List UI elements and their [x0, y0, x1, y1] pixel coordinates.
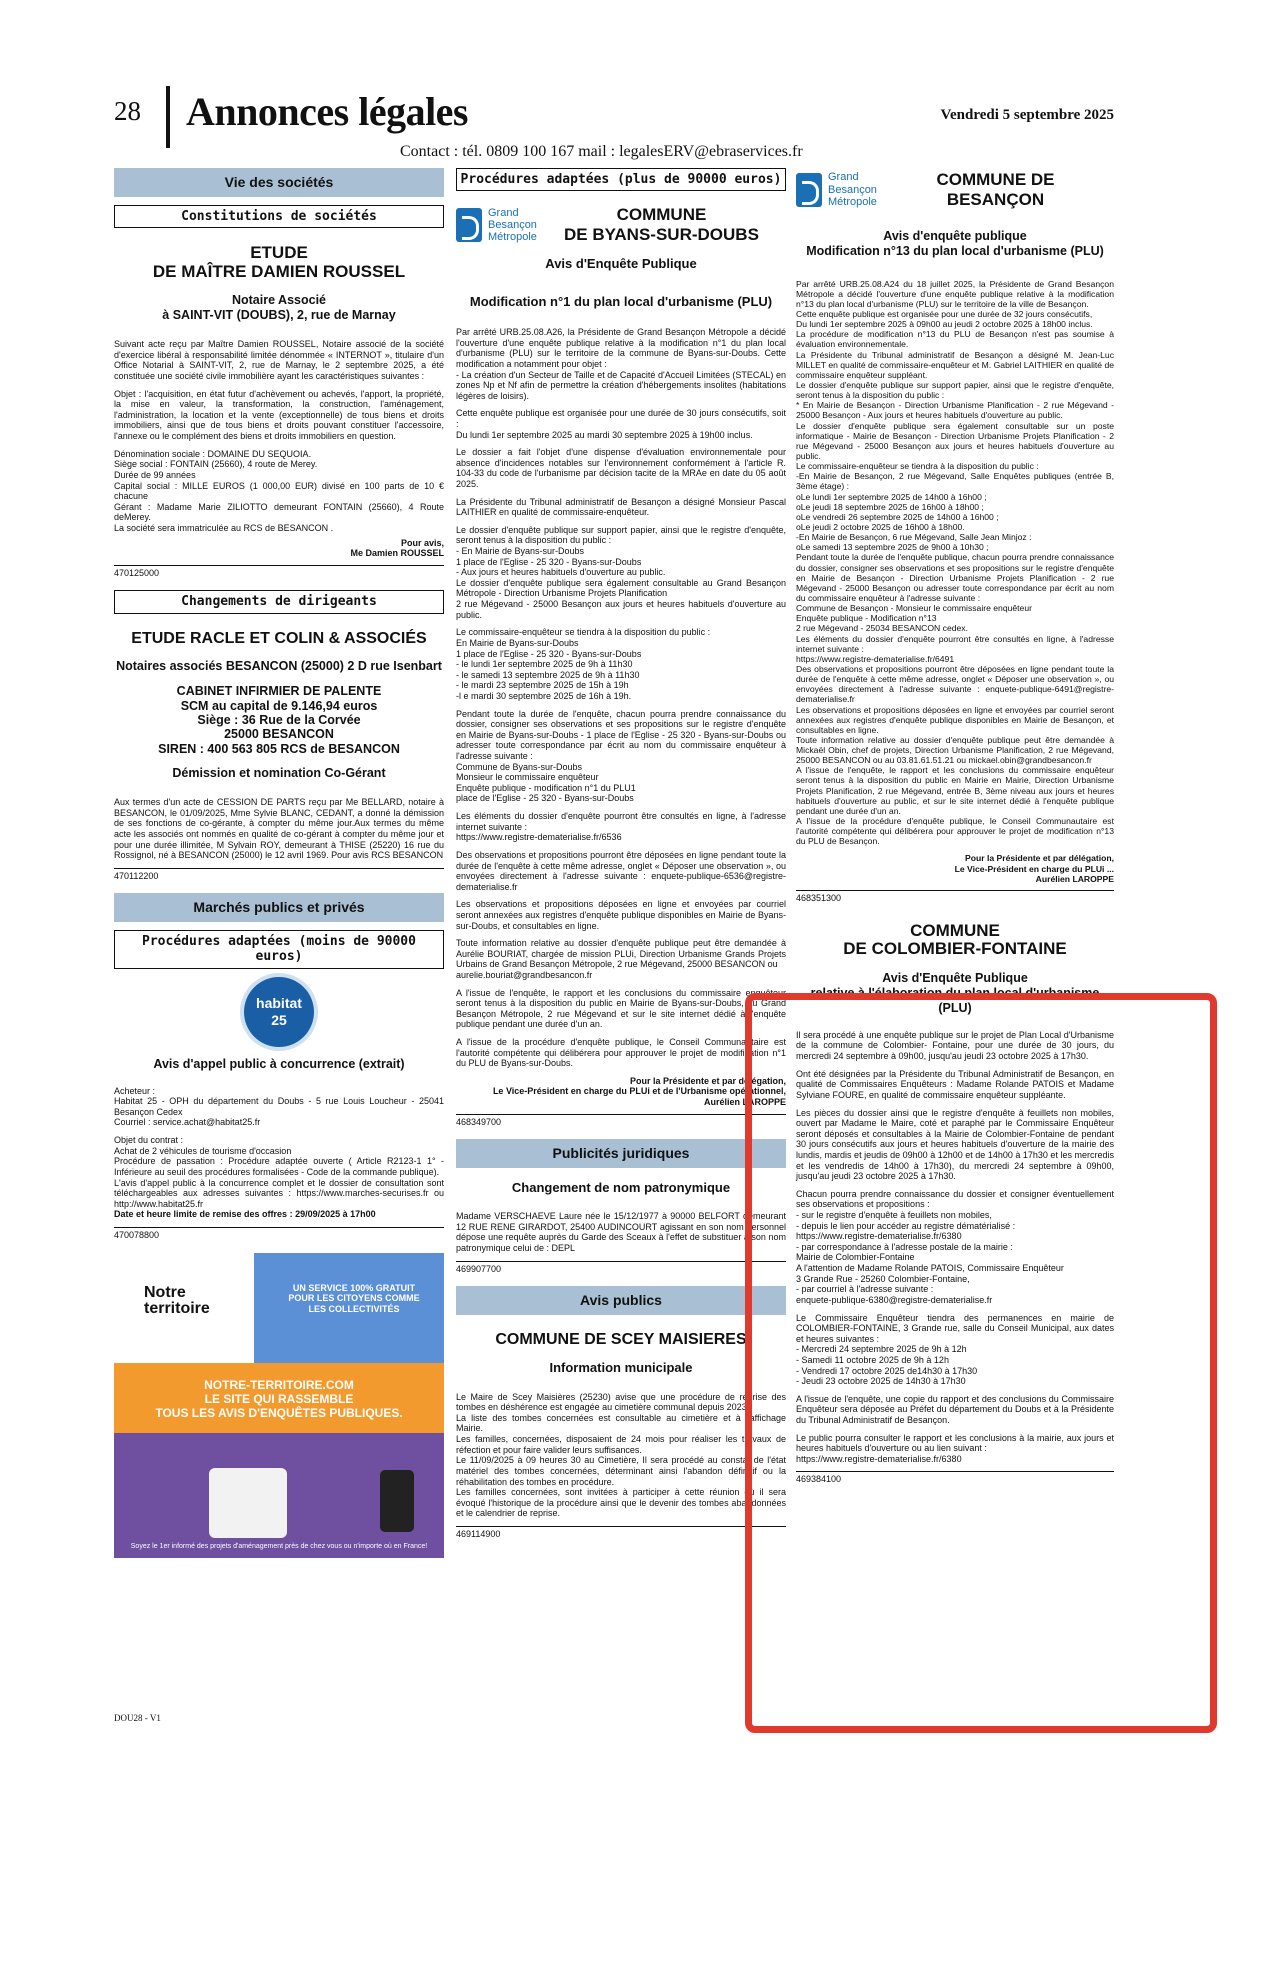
phone-icon [380, 1470, 414, 1532]
besancon-avis: Avis d'enquête publique Modification n°13 du plan local d'urbanisme (PLU) [806, 229, 1104, 258]
gbm-logo-icon [456, 208, 482, 242]
appel-text-3: Date et heure limite de remise des offres : 29/09/2025 à 17h00 [114, 1209, 376, 1220]
roussel-text-3: Dénomination sociale : DOMAINE DU SEQUOIA. [114, 448, 312, 459]
roussel-text-7: Gérant : Madame Marie ZILIOTTO demeurant FONTAIN (25660), 4 Route deMerey. [114, 501, 444, 523]
scey-subtitle: Information municipale [549, 1360, 693, 1376]
byans-text-6: Le commissaire-enquêteur se tiendra à la disposition du public : En Mairie de Byans-sur-Doubs 1 place de l'Eglise - 25 320 - Byans-sur-Doubs - le lundi 1er septembre 2025 de 9h à 11h30 - le samedi 13 septembre 2025 de 9h à 11h30 - le mardi 23 septembre 2025 de 15h à 19h -l e mardi 30 septembre 2025 de 16h à 19h. [456, 627, 711, 701]
scey-title: COMMUNE DE SCEY MAISIERES [495, 1330, 747, 1348]
racle-text: Aux termes d'un acte de CESSION DE PARTS reçu par Me BELLARD, notaire à BESANCON, le 01/09/2025, Mme Sylvie BLANC, CEDANT, a donné la démission de ses fonctions de co-gérante, à compter du même jour.Aux termes du même acte les associés ont nommés en qualité de co-gérant à compter du même jour et pour une durée illimitée, M Sylvain ROY, demeurant à THISE (25220) 16 rue du Rossignol, né à BESANCON (25000) le 12 avril 1969. Pour avis RCS BESANCON [114, 797, 444, 861]
appel-title: Avis d'appel public à concurrence (extrait) [153, 1056, 405, 1071]
france-map-icon [209, 1468, 287, 1538]
roussel-ref: 470125000 [114, 565, 444, 579]
habitat-logo-word: habitat [256, 995, 302, 1012]
colombier-text-3: Les pièces du dossier ainsi que le registre d'enquête à feuillets non mobiles, ouvert par Madame le Maire, coté et paraphé par le Commissaire Enquêteur seront déposés et consultables à la Mairie de Colombier-Fontaine de pendant 30 jours consécutifs aux jours et heures habituels d'ouverture de la mairie des lundis, mardis et jeudis de 09h00 à 12h00 et de 14h00 à 17h30 et les mercredis et les vendredis de 14h00 à 17h30), du mercredi 24 septembre à 09h00, jusqu'au jeudi 23 octobre 2025 à 17h30. [796, 1107, 1114, 1182]
scey-ref: 469114900 [456, 1526, 786, 1540]
byans-text-9: Des observations et propositions pourront être déposées en ligne pendant toute la durée de l'enquête à cette même adresse, onglet « Déposer une observation », ou envoyées directement à l'adresse suivante : enquete-publique-6536@registre-dematerialise.fr [456, 849, 786, 892]
roussel-subtitle: Notaire Associé à SAINT-VIT (DOUBS), 2, rue de Marnay [162, 293, 396, 323]
colombier-title: COMMUNE DE COLOMBIER-FONTAINE [843, 920, 1067, 959]
habitat25-logo [244, 977, 314, 1047]
gbm-logo-text: Grand Besançon Métropole [828, 171, 877, 208]
contact-line: Contact : tél. 0809 100 167 mail : legalesERV@ebraservices.fr [400, 143, 803, 160]
roussel-text-8: La société sera immatriculée au RCS de BESANCON . [114, 522, 334, 533]
scey-text: Le Maire de Scey Maisières (25230) avise que une procédure de reprise des tombes en déshérence est engagée au cimetière communal depuis 2023. La liste des tombes concernées est consultable au cimetière et à l'affichage Mairie. Les familles, concernées, disposaient de 24 mois pour réaliser les travaux de réfection et pour faire valider leurs suffisances. Le 11/09/2025 à 09 heures 30 au Cimetière, Il sera procédé au constat de l'état matériel des tombes concernées, déterminant ainsi l'abandon définitif ou la réhabilitation des tombes en procédure. Les familles concernées, sont invitées à participer à cette réunion où il sera évoqué l'historique de la procédure ainsi que le devenir des tombes abandonnées et le calendrier de reprise. [456, 1391, 786, 1519]
gbm-logo [456, 207, 537, 243]
box-changements: Changements de dirigeants [114, 590, 444, 613]
roussel-text-6: Capital social : MILLE EUROS (1 000,00 EUR) divisé en 100 parts de 10 € chacune [114, 480, 444, 502]
besancon-header [796, 170, 1114, 209]
band-avis-publics: Avis publics [456, 1286, 786, 1315]
box-constitutions: Constitutions de sociétés [114, 205, 444, 228]
ad-brand: Notre territoire [144, 1283, 210, 1318]
habitat-logo-number: 25 [271, 1011, 287, 1028]
page-number: 28 [114, 96, 141, 126]
byans-text-12: A l'issue de l'enquête, le rapport et les conclusions du commissaire enquêteur seront tenus à la disposition du public en Mairie de Byans-sur-Doubs, au Grand Besançon Métropole, 2 rue Mégevand et sur le site internet dédié à l'enquête publique pendant une durée d'un an. [456, 987, 786, 1030]
demission-title: Démission et nomination Co-Gérant [172, 766, 386, 781]
byans-header [456, 205, 786, 244]
byans-title: COMMUNE DE BYANS-SUR-DOUBS [564, 205, 759, 244]
colombier-text-4: Chacun pourra prendre connaissance du dossier et consigner éventuellement ses observations et propositions : - sur le registre d'enquête à feuillets non mobiles, - depuis le lien pour accéder au registre dématérialisé : https://www.registre-dematerialise.fr/6380 - par correspondance à l'adresse postale de la mairie : Mairie de Colombier-Fontaine A l'attention de Madame Rolande PATOIS, Commissaire Enquêteur 3 Grande Rue - 25260 Colombier-Fontaine, - par courriel à l'adresse suivante : enquete-publique-6380@registre-dematerialise.fr [796, 1188, 1114, 1305]
appel-ref: 470078800 [114, 1227, 444, 1241]
patronymique-title: Changement de nom patronymique [511, 1179, 731, 1195]
byans-text-4: La Présidente du Tribunal administratif de Besançon a désigné Monsieur Pascal LAITHIER en qualité de commissaire-enquêteur. [456, 496, 786, 518]
byans-text-8: Les éléments du dossier d'enquête pourront être consultés en ligne, à l'adresse internet suivante : https://www.registre-dematerialise.fr/6536 [456, 811, 786, 843]
byans-signature: Pour la Présidente et par délégation, Le Vice-Président en charge du PLUi et de l'Urbanisme opérationnel, Aurélien LAROPPE [492, 1075, 786, 1108]
byans-text-2: Cette enquête publique est organisée pour une durée de 30 jours consécutifs, soit : Du lundi 1er septembre 2025 au mardi 30 septembre 2025 à 19h00 inclus. [456, 408, 786, 440]
racle-subtitle: Notaires associés BESANCON (25000) 2 D rue Isenbart [116, 659, 442, 674]
patronymique-text: Madame VERSCHAEVE Laure née le 15/12/1977 à 90000 BELFORT demeurant 12 RUE RENE GIRARDOT, 25400 AUDINCOURT agissant en son nom personnel dépose une requête auprès du Garde des Sceaux à l'effet de substituer à son nom patronymique celui de : DEPL [456, 1211, 786, 1253]
footer-code: DOU28 - V1 [114, 1713, 161, 1723]
palente-block: CABINET INFIRMIER DE PALENTE SCM au capital de 9.146,94 euros Siège : 36 Rue de la Corvée 25000 BESANCON SIREN : 400 563 805 RCS de BESANCON [158, 684, 400, 756]
gbm-logo [796, 171, 877, 207]
besancon-title: COMMUNE DE BESANÇON [936, 170, 1055, 209]
column-2 [456, 164, 786, 1552]
roussel-signature: Pour avis, Me Damien ROUSSEL [350, 537, 444, 559]
notre-territoire-ad[interactable] [114, 1253, 444, 1558]
byans-text-10: Les observations et propositions déposées en ligne et envoyées par courriel seront annexées aux registres d'enquête publique disponibles en Mairie de Byans-sur-Doubs, et consultables en ligne. [456, 899, 786, 931]
byans-text-1: Par arrêté URB.25.08.A26, la Présidente de Grand Besançon Métropole a décidé l'ouverture d'une enquête publique relative à la modification n°1 du plan local d'urbanisme (PLU) sur le territoire de la commune de Byans-sur-Doubs. Cette modification a notamment pour objet : - La création d'un Secteur de Taille et de Capacité d'Accueil Limitées (STECAL) en zones Np et Nf afin de permettre la création d'hébergements insolites (habitations légères de loisirs). [456, 327, 786, 401]
roussel-text-2: Objet : l'acquisition, en état futur d'achèvement ou achevés, l'apport, la propriété, la mise en valeur, la transformation, la construction, l'aménagement, l'administration, la location et la vente (exceptionnelle) de tous biens et droits immobiliers, ainsi que de tous biens et droits pouvant constituer l'accessoire, l'annexe ou le complément des biens et droits immobiliers en question. [114, 388, 444, 442]
roussel-text-5: Durée de 99 années [114, 469, 196, 480]
issue-date: Vendredi 5 septembre 2025 [940, 107, 1114, 123]
besancon-text: Par arrêté URB.25.08.A24 du 18 juillet 2025, la Présidente de Grand Besançon Métropole a décidé l'ouverture d'une enquête publique relative à la modification n°13 du plan local d'urbanisme (PLU) sur le territoire de la ville de Besançon. Cette enquête publique est organisée pour une durée de 32 jours consécutifs, Du lundi 1er septembre 2025 à 09h00 au jeudi 2 octobre 2025 à 18h00 inclus. La procédure de modification n°13 du PLU de Besançon n'est pas soumise à évaluation environnementale. La Présidente du Tribunal administratif de Besançon a désigné M. Jean-Luc MILLET en qualité de commissaire-enquêteur et M. Gabriel LAITHIER en qualité de commissaire enquêteur suppléant. Le dossier d'enquête publique sur support papier, ainsi que le registre d'enquête, seront tenus à la disposition du public : * En Mairie de Besançon - Direction Urbanisme Planification - 2 rue Mégevand - 25000 Besançon - Aux jours et heures habituels d'ouverture au public. Le dossier d'enquête publique sera également consultable sur un poste informatique - Mairie de Besançon - Direction Urbanisme Projets Planification - 2 rue Mégevand - 25000 Besançon aux jours et heures habituels d'ouverture au public. Le commissaire-enquêteur se tiendra à la disposition du public : -En Mairie de Besançon, 2 rue Mégevand, Salle Enquêtes publiques (entrée B, 3ème étage) : oLe lundi 1er septembre 2025 de 14h00 à 16h00 ; oLe jeudi 18 septembre 2025 de 16h00 à 18h00 ; oLe vendredi 26 septembre 2025 de 14h00 à 16h00 ; oLe jeudi 2 octobre 2025 de 16h00 à 18h00. -En Mairie de Besançon, 6 rue Mégevand, Salle Jean Minjoz : oLe samedi 13 septembre 2025 de 9h00 à 10h30 ; Pendant toute la durée de l'enquête publique, chacun pourra prendre connaissance du dossier, consigner ses observations et ses propositions sur le registre d'enquête en Mairie de Besançon - Direction Urbanisme Projets Planification - 2 rue Mégevand - 25000 Besançon ou adresser toute correspondance par écrit au nom du commissaire enquêteur à l'adresse suivante : Commune de Besançon - Monsieur le commissaire enquêteur Enquête publique - Modification n°13 2 rue Mégevand - 25034 BESANCON cedex. Les éléments du dossier d'enquête pourront être consultés en ligne, à l'adresse internet suivante : https://www.registre-dematerialise.fr/6491 Des observations et propositions pourront être déposées en ligne pendant toute la durée de l'enquête à cette même adresse, onglet « Déposer une observation », ou envoyées directement à l'adresse suivante : enquete-publique-6491@registre-dematerialise.fr Les observations et propositions déposées en ligne et envoyées par courriel seront annexées aux registres d'enquête publique disponibles en Mairie de Besançon, et consultables en ligne. Toute information relative au dossier d'enquête publique peut être demandée à Mickaël Obin, chef de projets, Direction Urbanisme Planification, 2 rue Mégevand, 25000 BESANCON ou au 03.81.61.51.21 ou mickael.obin@grandbesancon.fr A l'issue de l'enquête, le rapport et les conclusions du commissaire enquêteur seront tenus à la disposition du public en Mairie en Mairie, Direction Urbanisme Projets Planification, 2 rue Mégevand, entrée B, 3ème niveau aux jours et heures habituels d'ouverture au public, et sur le site internet dédié à l'enquête publique pendant une durée d'un an. A l'issue de la procédure d'enquête publique, le Conseil Communautaire est l'autorité compétente qui délibérera pour approuver le projet de modification n°13 du PLU de Besançon. [796, 278, 1114, 847]
colombier-avis: Avis d'Enquête Publique relative à l'élaboration du plan local d'urbanisme (PLU) [810, 970, 1100, 1015]
byans-avis: Avis d'Enquête Publique [545, 256, 697, 272]
appel-text-1: Acheteur : Habitat 25 - OPH du département du Doubs - 5 rue Louis Loucheur - 25041 Besançon Cedex Courriel : service.achat@habitat25.fr [114, 1085, 444, 1128]
racle-ref: 470112200 [114, 868, 444, 882]
ad-footer-text: Soyez le 1er informé des projets d'aménagement près de chez vous ou n'importe où en France! [130, 1543, 428, 1551]
byans-modif: Modification n°1 du plan local d'urbanisme (PLU) [469, 293, 773, 309]
colombier-ref: 469384100 [796, 1471, 1114, 1485]
appel-text-2: Objet du contrat : Achat de 2 véhicules de tourisme d'occasion Procédure de passation : Procédure adaptée ouverte ( Article R2123-1 1° - Inférieure au seuil des procédures formalisées - Code de la commande publique). L'avis d'appel public à la concurrence complet et le dossier de consultation sont téléchargeables aux adresses suivantes : https://www.marches-securises.fr ou http://www.habitat25.fr [114, 1135, 444, 1209]
byans-ref: 468349700 [456, 1114, 786, 1128]
band-vie-societes: Vie des sociétés [114, 168, 444, 197]
colombier-text-1: Il sera procédé à une enquête publique sur le projet de Plan Local d'Urbanisme de la commune de Colombier- Fontaine, pour une durée de 30 jours, du mercredi 24 septembre à 09h00, jusqu'au jeudi 23 octobre 2025 à 17h30. [796, 1029, 1114, 1062]
highlight-frame [745, 993, 1217, 1733]
roussel-text-4: Siège social : FONTAIN (25660), 4 route de Merey. [114, 459, 318, 470]
section-title: Annonces légales [186, 89, 468, 134]
box-proc-plus: Procédures adaptées (plus de 90000 euros) [456, 168, 786, 191]
box-proc-moins: Procédures adaptées (moins de 90000 euros) [114, 930, 444, 969]
colombier-text-2: Ont été désignées par la Présidente du Tribunal Administratif de Besançon, en qualité de Commissaires Enquêteurs : Madame Rolande PATOIS et Madame Sylviane FOURE, en qualité de commissaire enquêteur suppléante. [796, 1068, 1114, 1100]
byans-text-7: Pendant toute la durée de l'enquête, chacun pourra prendre connaissance du dossier, consigner ses observations et ses propositions sur le registre d'enquête en Mairie de Byans-sur-Doubs - 1 place de l'Eglise - 25 320 - Byans-sur-Doubs ou adresser toute correspondance par écrit au nom du commissaire enquêteur à l'adresse suivante : Commune de Byans-sur-Doubs Monsieur le commissaire enquêteur Enquête publique - modification n°1 du PLU1 place de l'Eglise - 25 320 - Byans-sur-Doubs [456, 708, 786, 804]
roussel-title: ETUDE DE MAÎTRE DAMIEN ROUSSEL [152, 242, 406, 281]
band-publicites: Publicités juridiques [456, 1139, 786, 1168]
band-marches: Marchés publics et privés [114, 893, 444, 922]
byans-text-11: Toute information relative au dossier d'enquête publique peut être demandée à Aurélie BOURIAT, chargée de mission PLUi, Direction Urbanisme Grands Projets Urbains de Grand Besançon Métropole, 2 rue Mégevand, 25000 BESANCON ou aurelie.bouriat@grandbesancon.fr [456, 938, 786, 980]
patronymique-ref: 469907700 [456, 1261, 786, 1275]
colombier-text-6: A l'issue de l'enquête, une copie du rapport et des conclusions du Commissaire Enquêteur sera déposée au Préfet du département du Doubs et à la Présidente du Tribunal Administratif de Besançon. [796, 1393, 1114, 1425]
byans-text-13: A l'issue de la procédure d'enquête publique, le Conseil Communautaire est l'autorité compétente qui délibérera pour approuver le projet de modification n°1 du PLU de Byans-sur-Doubs. [456, 1037, 786, 1069]
byans-text-3: Le dossier a fait l'objet d'une dispense d'évaluation environnementale pour absence d'incidences notables sur l'environnement conformément à l'article R. 104-33 du code de l'urbanisme par décision tacite de la MRAe en date du 05 août 2025. [456, 447, 786, 489]
colombier-text-7: Le public pourra consulter le rapport et les conclusions à la mairie, aux jours et heures habituels d'ouverture ou au lien suivant : https://www.registre-dematerialise.fr/6380 [796, 1432, 1114, 1464]
roussel-text-1: Suivant acte reçu par Maître Damien ROUSSEL, Notaire associé de la société d'exercice libéral à responsabilité limitée dénommée « INTERNOT », titulaire d'un Office Notarial à SAINT-VIT, 2, rue de Marnay, le 2 septembre 2025, a été constituée une société civile immobilière ayant les caractéristiques suivantes : [114, 339, 444, 382]
racle-title: ETUDE RACLE ET COLIN & ASSOCIÉS [131, 629, 427, 647]
column-1 [114, 164, 444, 1558]
header-divider [166, 86, 170, 148]
besancon-ref: 468351300 [796, 890, 1114, 904]
gbm-logo-icon [796, 173, 822, 207]
besancon-signature: Pour la Présidente et par délégation, Le Vice-Président en charge du PLUi ... Aurélien LAROPPE [954, 853, 1114, 884]
byans-text-5: Le dossier d'enquête publique sur support papier, ainsi que le registre d'enquête, seront tenus à la disposition du public : - En Mairie de Byans-sur-Doubs 1 place de l'Eglise - 25 320 - Byans-sur-Doubs - Aux jours et heures habituels d'ouverture au public. Le dossier d'enquête publique sera également consultable au Grand Besançon Métropole - Direction Urbanisme Projets Planification 2 rue Mégevand - 25000 Besançon aux jours et heures habituels d'ouverture au public. [456, 524, 786, 620]
ad-service-text: UN SERVICE 100% GRATUIT POUR LES CITOYENS COMME LES COLLECTIVITÉS [288, 1282, 420, 1314]
ad-site-text: NOTRE-TERRITOIRE.COM LE SITE QUI RASSEMBLE TOUS LES AVIS D'ENQUÊTES PUBLIQUES. [155, 1377, 403, 1420]
colombier-text-5: Le Commissaire Enquêteur tiendra des permanences en mairie de COLOMBIER-FONTAINE, 3 Grande rue, salle du Conseil Municipal, aux dates et heures suivantes : - Mercredi 24 septembre 2025 de 9h à 12h - Samedi 11 octobre 2025 de 9h à 12h - Vendredi 17 octobre 2025 de14h30 à 17h30 - Jeudi 23 octobre 2025 de 14h30 à 17h30 [796, 1312, 1114, 1387]
gbm-logo-text: Grand Besançon Métropole [488, 206, 537, 243]
